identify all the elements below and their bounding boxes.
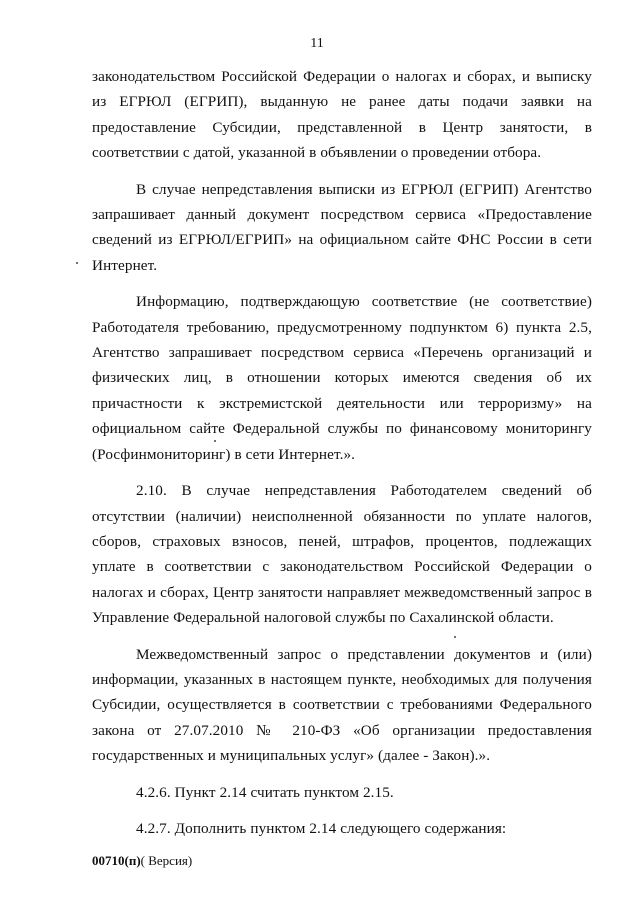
paragraph-4-2-7: 4.2.7. Дополнить пунктом 2.14 следующего содержания: <box>136 819 507 837</box>
scan-speck <box>454 636 456 638</box>
document-footer <box>92 853 192 869</box>
paragraph-interagency-request: Межведомственный запрос о представлении документов и (или) информации, указанных в настоящем пункте, необходимых для получения Субсидии, осуществляется в соответствии с требованиями Федерального закона от 27.07.2010 № 210-ФЗ «Об организации предоставления государственных и муниципальных услуг» (далее - Закон).». <box>92 645 592 765</box>
version-label: ( Версия) <box>140 853 193 868</box>
page-number: 11 <box>310 36 324 51</box>
paragraph-continuation: законодательством Российской Федерации о налогах и сборах, и выписку из ЕГРЮЛ (ЕГРИП), выданную не ранее даты подачи заявки на предоставление Субсидии, представленной в Центр занятости, в соответствии с датой, указанной в объявлении о проведении отбора. <box>92 68 592 162</box>
document-body <box>92 64 592 852</box>
paragraph-rosfinmonitoring: Информацию, подтверждающую соответствие (не соответствие) Работодателя требованию, предусмотренному подпунктом 6) пункта 2.5, Агентство запрашивает посредством сервиса «Перечень организаций и физических лиц, в отношении которых имеются сведения об их причастности к экстремистской деятельности или терроризму» на официальном сайте Федеральной службы по финансовому мониторингу (Росфинмониторинг) в сети Интернет.». <box>92 293 592 463</box>
scan-speck <box>214 440 216 442</box>
scan-speck <box>76 262 78 264</box>
paragraph-2-10: 2.10. В случае непредставления Работодателем сведений об отсутствии (наличии) неисполненной обязанности по уплате налогов, сборов, страховых взносов, пеней, штрафов, процентов, подлежащих уплате в соответствии с законодательством Российской Федерации о налогах и сборах, Центр занятости направляет межведомственный запрос в Управление Федеральной налоговой службы по Сахалинской области. <box>92 482 592 627</box>
paragraph-4-2-6: 4.2.6. Пункт 2.14 считать пунктом 2.15. <box>136 783 394 801</box>
document-code: 00710(п) <box>92 853 141 868</box>
paragraph-egrul-request: В случае непредставления выписки из ЕГРЮЛ (ЕГРИП) Агентство запрашивает данный документ посредством сервиса «Предоставление сведений из ЕГРЮЛ/ЕГРИП» на официальном сайте ФНС России в сети Интернет. <box>92 180 592 274</box>
